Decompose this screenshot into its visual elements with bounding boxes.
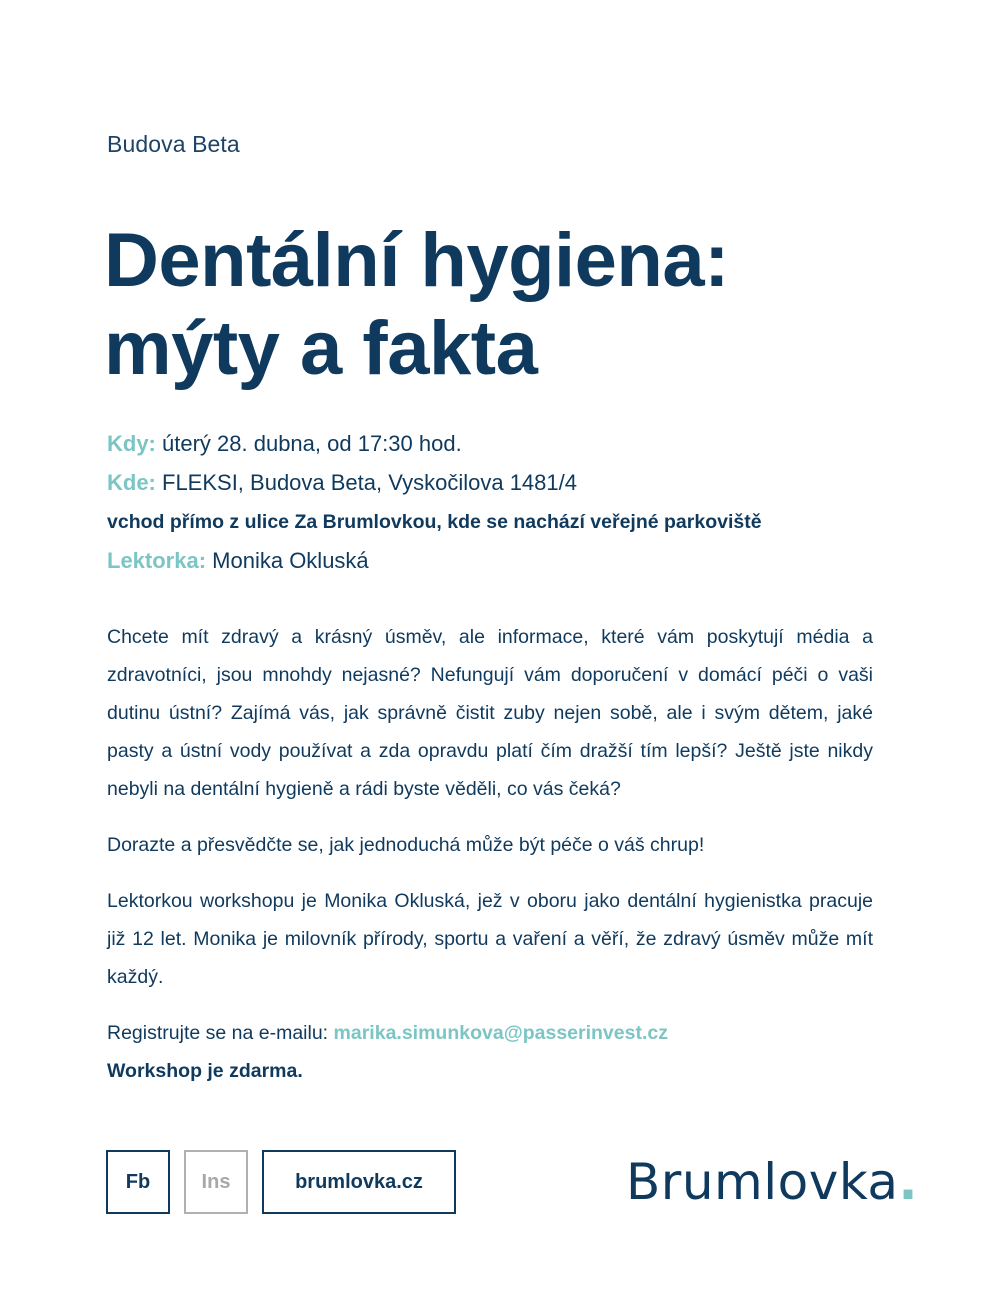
instagram-link[interactable]: Ins bbox=[184, 1150, 248, 1214]
info-entrance: vchod přímo z ulice Za Brumlovkou, kde se nachází veřejné parkoviště bbox=[107, 511, 762, 533]
paragraph-invite: Dorazte a přesvědčte se, jak jednoduchá může být péče o váš chrup! bbox=[107, 834, 705, 856]
page-title bbox=[104, 217, 729, 393]
lecturer-value: Monika Okluská bbox=[206, 548, 369, 573]
registration-email-link[interactable]: marika.simunkova@passerinvest.cz bbox=[333, 1022, 668, 1044]
building-name: Budova Beta bbox=[107, 131, 240, 157]
brumlovka-logo bbox=[626, 1152, 918, 1212]
registration-line bbox=[107, 1014, 873, 1052]
website-link[interactable]: brumlovka.cz bbox=[262, 1150, 456, 1214]
registration-prefix: Registrujte se na e-mailu: bbox=[107, 1022, 334, 1044]
where-value: FLEKSI, Budova Beta, Vyskočilova 1481/4 bbox=[155, 470, 577, 495]
where-label: Kde: bbox=[107, 470, 156, 495]
info-where bbox=[107, 467, 887, 506]
paragraph-intro: Chcete mít zdravý a krásný úsměv, ale informace, které vám poskytují média a zdravotníci, jsou mnohdy nejasné? Nefungují vám doporučení v domácí péči o vaši dutinu ústní? Zajímá vás, jak správně čistit zuby nejen sobě, ale i svým dětem, jaké pasty a ústní vody používat a zda opravdu platí čím dražší tím lepší? Ještě jste nikdy nebyli na dentální hygieně a rádi byste věděli, co vás čeká? bbox=[107, 626, 873, 800]
when-label: Kdy: bbox=[107, 431, 156, 456]
footer-links bbox=[106, 1150, 456, 1214]
title-line-2: mýty a fakta bbox=[104, 306, 538, 391]
logo-text: Brumlovka bbox=[626, 1153, 899, 1211]
facebook-link[interactable]: Fb bbox=[106, 1150, 170, 1214]
logo-dot: . bbox=[898, 1153, 919, 1211]
info-when bbox=[107, 428, 887, 467]
event-info bbox=[107, 428, 887, 584]
free-note: Workshop je zdarma. bbox=[107, 1060, 303, 1082]
title-line-1: Dentální hygiena: bbox=[104, 218, 729, 303]
paragraph-lecturer: Lektorkou workshopu je Monika Okluská, jež v oboru jako dentální hygienistka pracuje již 12 let. Monika je milovník přírody, sportu a vaření a věří, že zdravý úsměv může mít každý. bbox=[107, 890, 873, 988]
info-lecturer bbox=[107, 545, 887, 584]
description bbox=[107, 618, 873, 1090]
when-value: úterý 28. dubna, od 17:30 hod. bbox=[155, 431, 462, 456]
lecturer-label: Lektorka: bbox=[107, 548, 207, 573]
